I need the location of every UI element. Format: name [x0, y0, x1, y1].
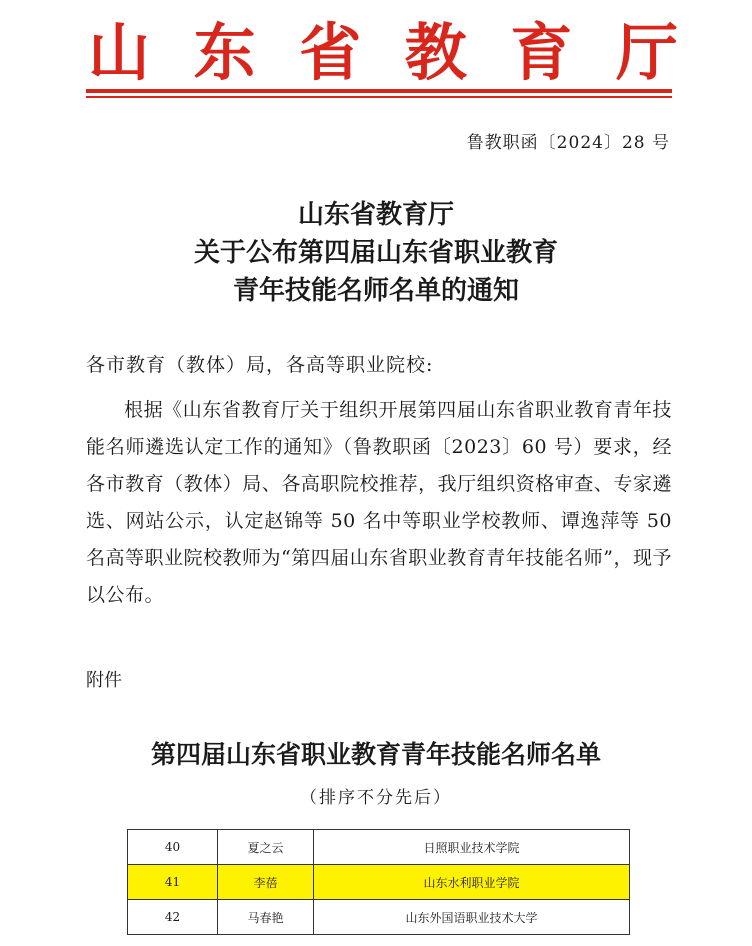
agency-char: 育	[510, 15, 573, 89]
salutation: 各市教育（教体）局，各高等职业院校:	[86, 354, 434, 376]
school-name: 日照职业技术学院	[314, 830, 630, 865]
agency-char: 山	[88, 15, 151, 89]
row-number: 40	[128, 830, 218, 865]
header-divider-thick	[86, 89, 672, 93]
agency-char: 教	[404, 15, 467, 89]
school-name: 山东外国语职业技术大学	[314, 900, 630, 935]
row-number: 41	[128, 865, 218, 900]
list-subtitle: （排序不分先后）	[300, 788, 452, 808]
agency-char: 省	[299, 15, 362, 89]
document-title	[0, 196, 752, 310]
attachment-label: 附件	[86, 670, 122, 691]
document-number: 鲁教职函〔2024〕28 号	[466, 133, 670, 153]
title-line: 青年技能名师名单的通知	[232, 276, 519, 306]
body-paragraph: 根据《山东省教育厅关于组织开展第四届山东省职业教育青年技能名师遴选认定工作的通知》（鲁教职函〔2023〕60 号）要求，经各市教育（教体）局、各高职院校推荐，我厅组织资格审查、专家遴选、网站公示，认定赵锦等 50 名中等职业学校教师、谭逸萍等 50 名高等职业院校教师为“第四届山东省职业教育青年技能名师”，现予以公布。	[86, 399, 672, 606]
row-number: 42	[128, 900, 218, 935]
teacher-name: 马春艳	[218, 900, 314, 935]
title-line: 山东省教育厅	[297, 200, 454, 230]
agency-char: 厅	[615, 15, 678, 89]
school-name: 山东水利职业学院	[314, 865, 630, 900]
teacher-name: 李蓓	[218, 865, 314, 900]
teacher-name: 夏之云	[218, 830, 314, 865]
table-row	[128, 900, 630, 935]
agency-header	[88, 12, 678, 89]
header-divider-thin	[86, 96, 672, 98]
teacher-list-table	[127, 829, 630, 935]
agency-char: 东	[193, 15, 256, 89]
list-title: 第四届山东省职业教育青年技能名师名单	[150, 740, 601, 769]
table-row-highlighted	[128, 865, 630, 900]
table-row	[128, 830, 630, 865]
title-line: 关于公布第四届山东省职业教育	[193, 238, 558, 268]
